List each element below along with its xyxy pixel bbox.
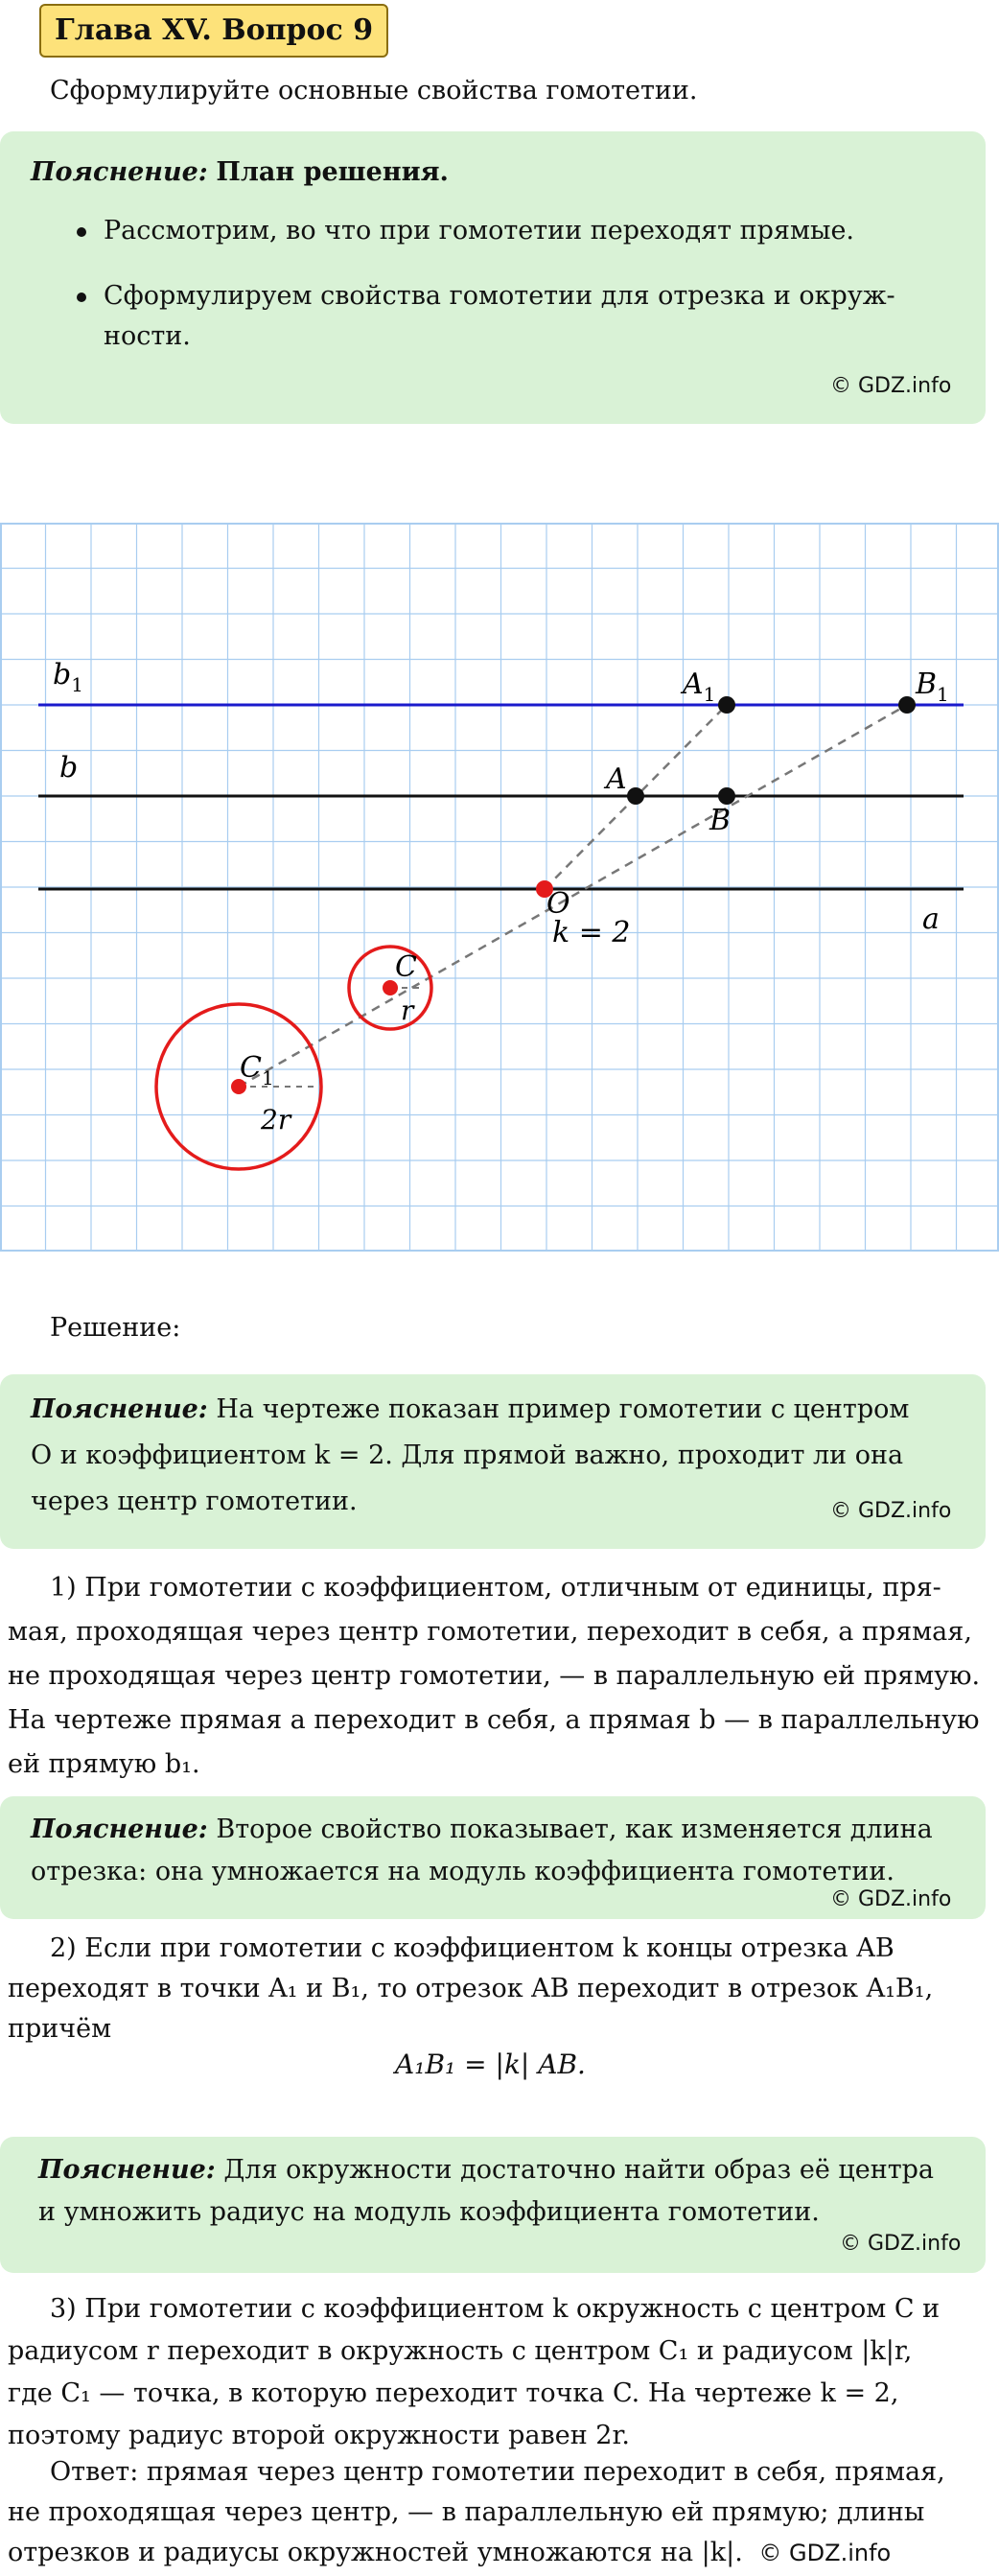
copyright: © GDZ.info bbox=[840, 2232, 962, 2256]
plan-bullet-2 bbox=[77, 275, 895, 317]
grid bbox=[0, 523, 999, 1252]
copyright: © GDZ.info bbox=[830, 374, 952, 398]
copyright: © GDZ.info bbox=[830, 1499, 952, 1523]
label-B1: $B_1$ bbox=[916, 667, 949, 706]
question-text: Сформулируйте основные свойства гомотетии. bbox=[50, 76, 698, 105]
formula: A₁B₁ = |k| AB. bbox=[395, 2049, 586, 2080]
explanation-line: через центр гомотетии. bbox=[31, 1487, 358, 1516]
label-C1: $C_1$ bbox=[240, 1051, 274, 1089]
label-C: C bbox=[395, 950, 417, 984]
paragraph-line: ей прямую b₁. bbox=[8, 1749, 200, 1779]
explanation-line: Второе свойство показывает, как изменяется длина bbox=[216, 1815, 933, 1844]
plan-box-label: Пояснение: bbox=[31, 157, 208, 187]
explanation-line: На чертеже показан пример гомотетии с центром bbox=[216, 1394, 910, 1424]
label-k: k = 2 bbox=[552, 916, 631, 949]
plan-bullet-2-continued: ности. bbox=[104, 321, 191, 351]
label-A: A bbox=[606, 762, 627, 796]
label-2r: 2r bbox=[261, 1104, 291, 1136]
label-r: r bbox=[401, 995, 414, 1026]
answer-line: Ответ: прямая через центр гомотетии переходит в себя, прямая, bbox=[50, 2457, 945, 2487]
paragraph-line: 2) Если при гомотетии с коэффициентом k концы отрезка AB bbox=[50, 1933, 894, 1963]
dashed-line-O-B1 bbox=[239, 705, 907, 1087]
paragraph-line: радиусом r переходит в окружность с центром C₁ и радиусом |k|r, bbox=[8, 2336, 913, 2366]
explanation-line: и умножить радиус на модуль коэффициента гомотетии. bbox=[38, 2197, 820, 2227]
explanation-label: Пояснение: bbox=[31, 1815, 208, 1844]
homothety-figure bbox=[0, 523, 999, 1252]
bullet-dot bbox=[77, 293, 86, 302]
explanation-label: Пояснение: bbox=[38, 2155, 216, 2185]
explanation-box-1 bbox=[0, 1374, 986, 1549]
explanation-line: отрезка: она умножается на модуль коэффициента гомотетии. bbox=[31, 1857, 894, 1886]
answer-line: не проходящая через центр, — в параллельную ей прямую; длины bbox=[8, 2497, 925, 2527]
solution-label: Решение: bbox=[50, 1313, 181, 1343]
plan-box-heading: План решения. bbox=[216, 157, 449, 187]
label-a: a bbox=[922, 902, 940, 936]
chapter-title: Глава XV. Вопрос 9 bbox=[39, 4, 388, 58]
paragraph-line: На чертеже прямая a переходит в себя, а прямая b — в параллельную bbox=[8, 1705, 980, 1735]
paragraph-line: 1) При гомотетии с коэффициентом, отличным от единицы, пря- bbox=[50, 1573, 941, 1603]
explanation-line: Для окружности достаточно найти образ её центра bbox=[223, 2155, 935, 2185]
label-b: b bbox=[59, 751, 79, 785]
paragraph-line: мая, проходящая через центр гомотетии, переходит в себя, а прямая, bbox=[8, 1617, 972, 1647]
paragraph-line: поэтому радиус второй окружности равен 2r. bbox=[8, 2421, 631, 2450]
paragraph-line: причём bbox=[8, 2014, 112, 2044]
explanation-line: O и коэффициентом k = 2. Для прямой важно, проходит ли она bbox=[31, 1440, 904, 1470]
plan-box bbox=[0, 131, 986, 424]
copyright: © GDZ.info bbox=[758, 2540, 892, 2566]
answer-line bbox=[8, 2531, 891, 2575]
paragraph-line: 3) При гомотетии с коэффициентом k окружность с центром C и bbox=[50, 2294, 941, 2324]
explanation-box-2 bbox=[0, 1796, 986, 1919]
explanation-label: Пояснение: bbox=[31, 1394, 208, 1424]
label-O: O bbox=[546, 887, 570, 921]
label-A1: $A_1$ bbox=[683, 667, 716, 706]
copyright: © GDZ.info bbox=[830, 1887, 952, 1911]
point-B1 bbox=[898, 696, 916, 714]
point-A bbox=[627, 787, 644, 805]
bullet-dot bbox=[77, 227, 86, 237]
plan-bullet-text: Сформулируем свойства гомотетии для отрезка и окруж- bbox=[104, 281, 895, 311]
label-b1: $b_1$ bbox=[53, 658, 83, 696]
plan-bullet-text: Рассмотрим, во что при гомотетии переходят прямые. bbox=[104, 216, 855, 246]
label-B: B bbox=[709, 804, 732, 837]
paragraph-line: переходят в точки A₁ и B₁, то отрезок AB переходит в отрезок A₁B₁, bbox=[8, 1974, 934, 2003]
paragraph-line: где C₁ — точка, в которую переходит точка C. На чертеже k = 2, bbox=[8, 2378, 899, 2408]
answer-text: отрезков и радиусы окружностей умножаются на |k|. bbox=[8, 2538, 743, 2567]
plan-bullet-1 bbox=[77, 210, 854, 252]
point-B bbox=[718, 787, 735, 805]
point-A1 bbox=[718, 696, 735, 714]
explanation-box-3 bbox=[0, 2137, 986, 2273]
paragraph-line: не проходящая через центр гомотетии, — в параллельную ей прямую. bbox=[8, 1661, 981, 1691]
